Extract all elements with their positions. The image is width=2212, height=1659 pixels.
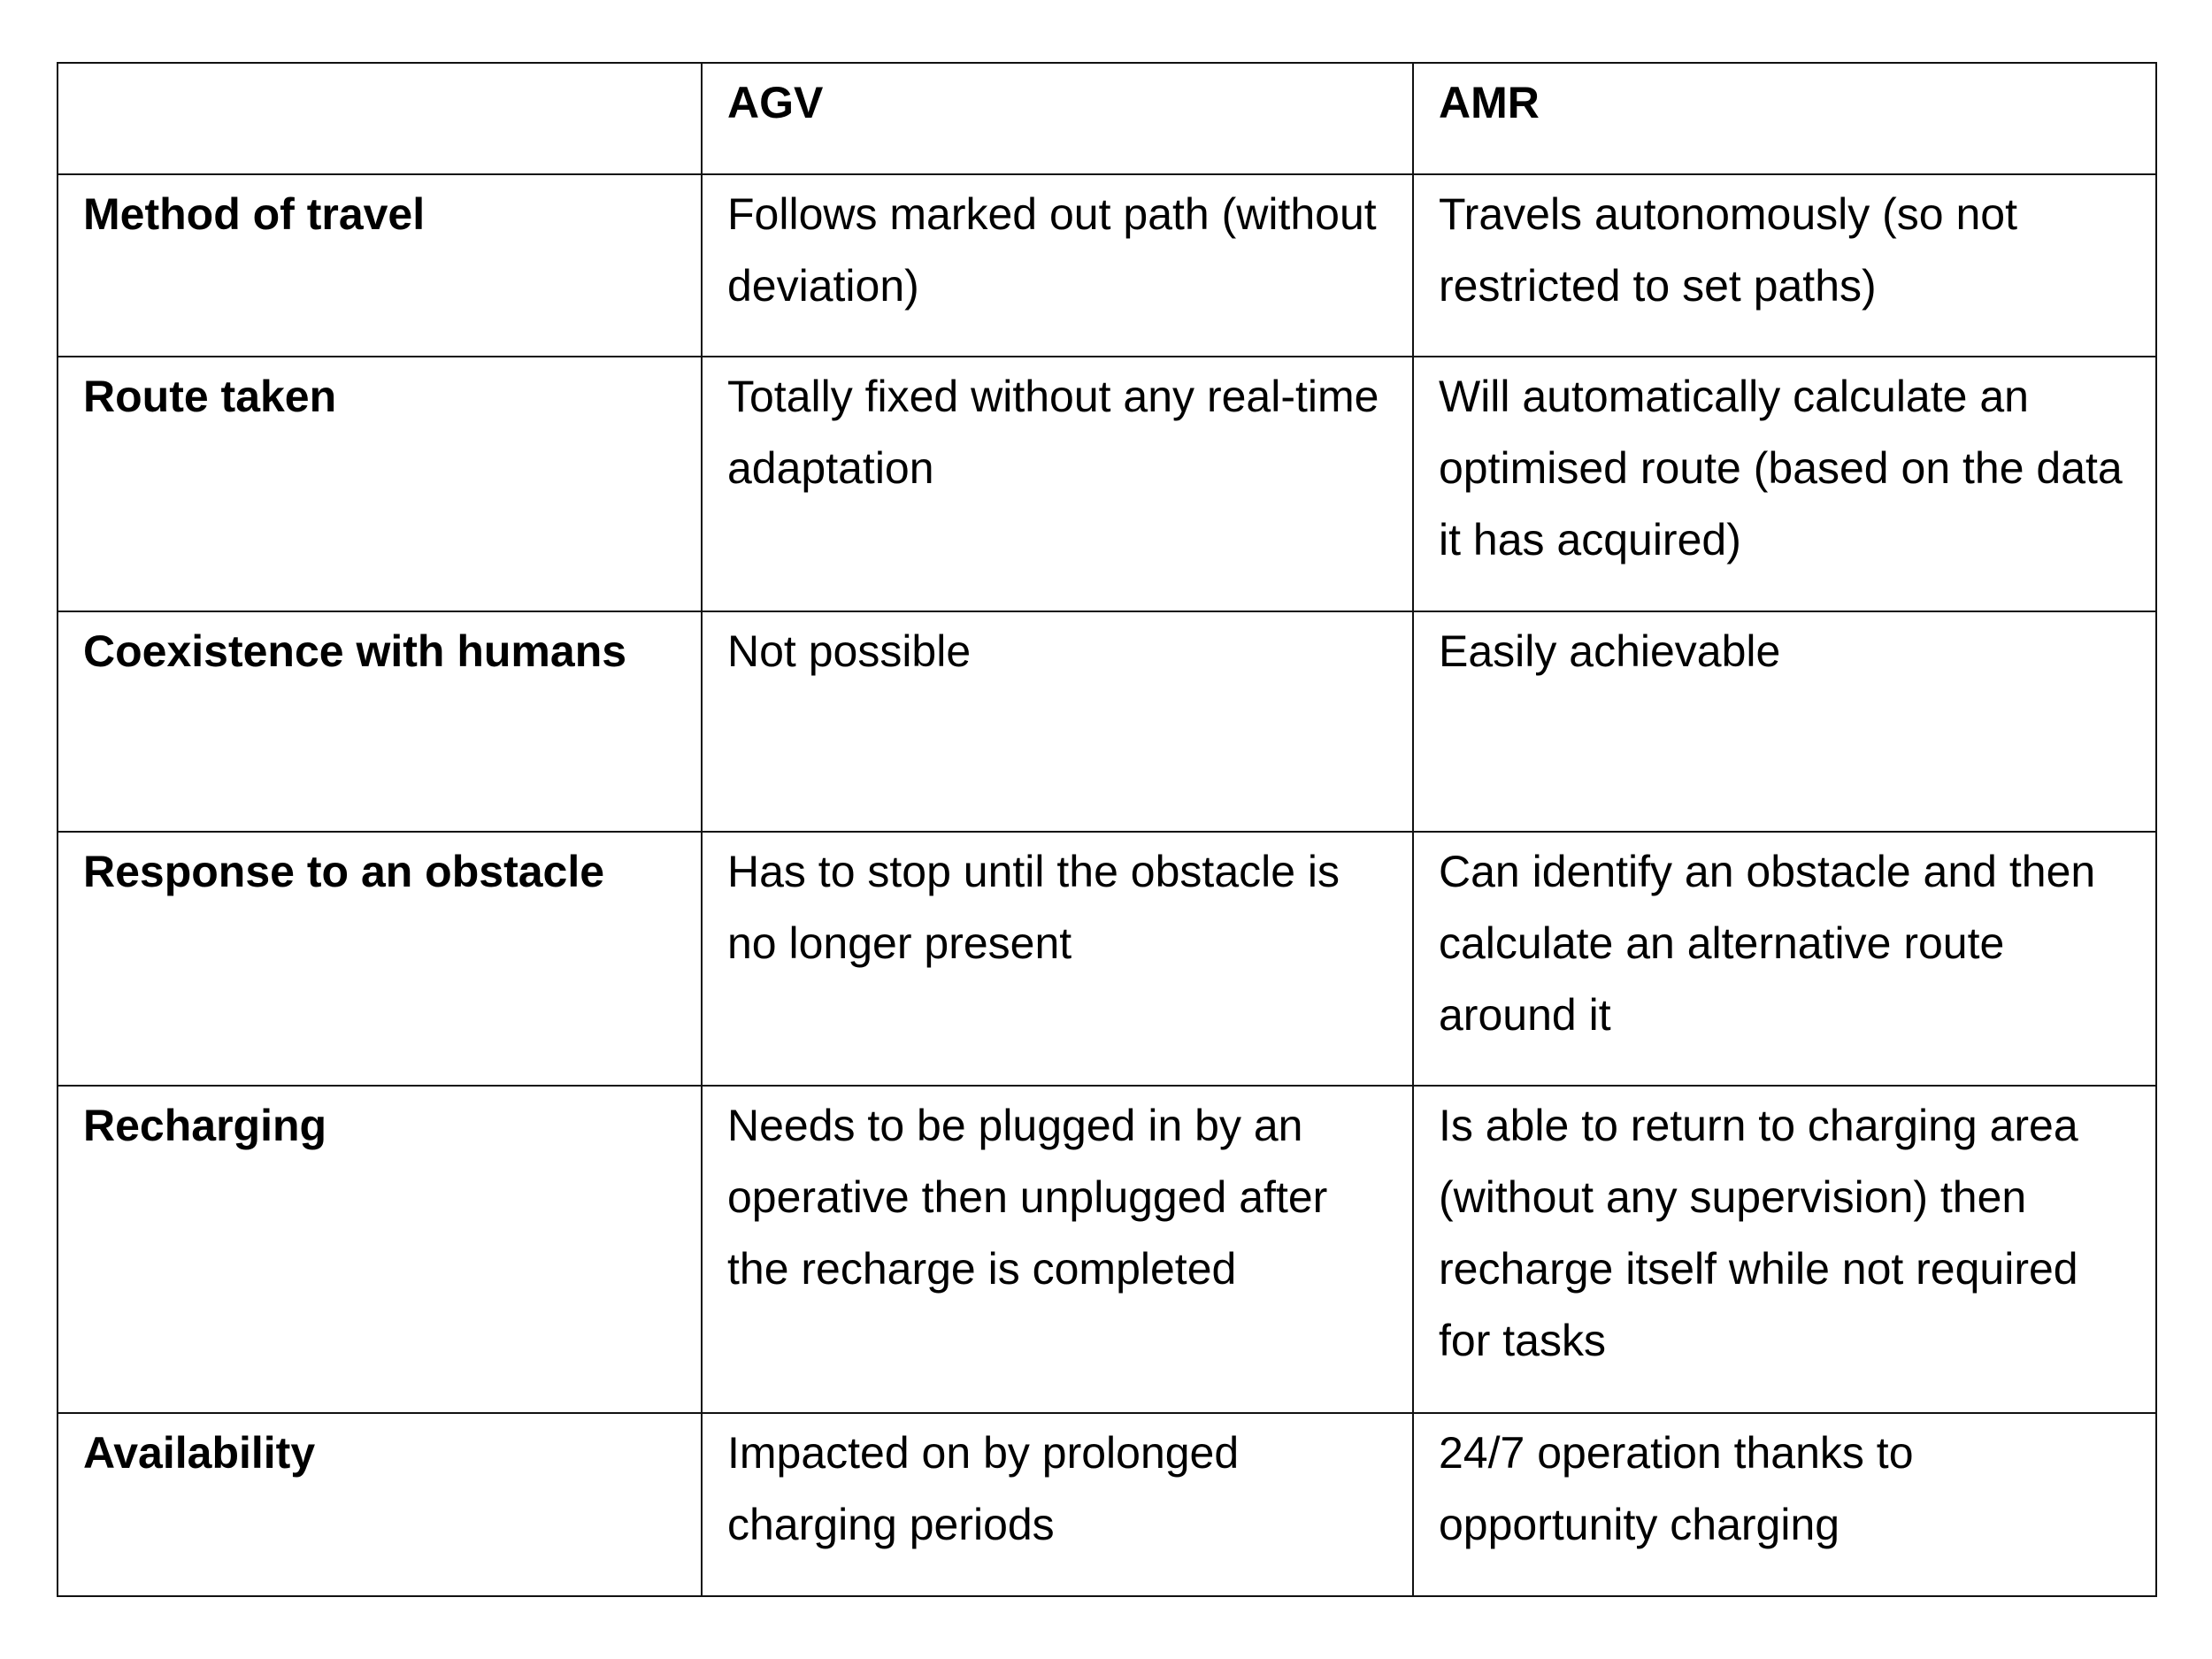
amr-cell: Easily achievable [1413,611,2156,832]
amr-cell: Travels autonomously (so not restricted to set paths) [1413,174,2156,357]
row-label: Response to an obstacle [58,832,702,1086]
table-row [58,832,2156,1086]
agv-cell: Not possible [702,611,1413,832]
agv-cell: Has to stop until the obstacle is no longer present [702,832,1413,1086]
row-label: Method of travel [58,174,702,357]
table-row [58,1086,2156,1413]
header-row [58,63,2156,174]
agv-cell: Needs to be plugged in by an operative then unplugged after the recharge is completed [702,1086,1413,1413]
agv-cell: Follows marked out path (without deviation) [702,174,1413,357]
header-agv: AGV [702,63,1413,174]
table-row [58,174,2156,357]
agv-cell: Impacted on by prolonged charging periods [702,1413,1413,1596]
amr-cell: Can identify an obstacle and then calculate an alternative route around it [1413,832,2156,1086]
table-row [58,357,2156,611]
table-row [58,1413,2156,1596]
amr-cell: Is able to return to charging area (without any supervision) then recharge itself while not required for tasks [1413,1086,2156,1413]
amr-cell: Will automatically calculate an optimised route (based on the data it has acquired) [1413,357,2156,611]
comparison-table [57,62,2157,1597]
header-amr: AMR [1413,63,2156,174]
table-row [58,611,2156,832]
row-label: Recharging [58,1086,702,1413]
corner-cell [58,63,702,174]
row-label: Coexistence with humans [58,611,702,832]
amr-cell: 24/7 operation thanks to opportunity charging [1413,1413,2156,1596]
agv-cell: Totally fixed without any real-time adaptation [702,357,1413,611]
row-label: Availability [58,1413,702,1596]
row-label: Route taken [58,357,702,611]
